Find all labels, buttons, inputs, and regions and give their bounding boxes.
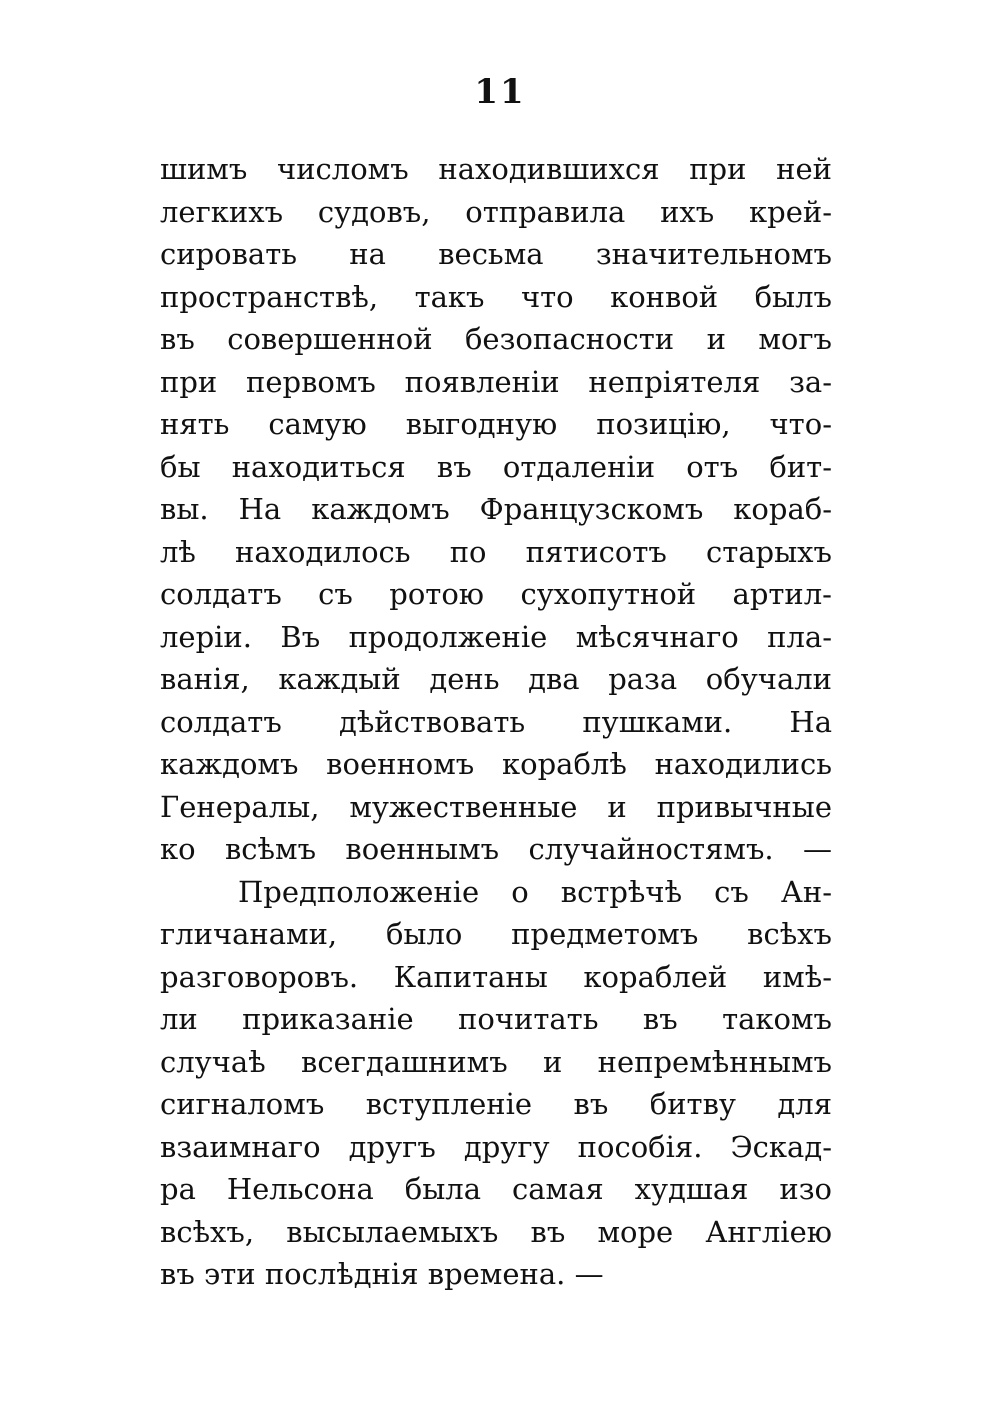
- text-line: въ эти послѣднія времена. —: [160, 1257, 604, 1291]
- text-line: вы. На каждомъ Французскомъ кораб-: [160, 492, 832, 526]
- text-line: пространствѣ, такъ что конвой былъ: [160, 279, 832, 314]
- text-line: гличанами, было предметомъ всѣхъ: [160, 917, 832, 951]
- text-line: ванія, каждый день два раза обучали: [160, 662, 832, 696]
- text-line: случаѣ всегдашнимъ и непремѣннымъ: [160, 1044, 832, 1079]
- text-line: бы находиться въ отдаленіи отъ бит-: [160, 449, 832, 484]
- text-line: шимъ числомъ находившихся при ней: [160, 152, 832, 186]
- text-line: леріи. Въ продолженіе мѣсячнаго пла-: [160, 619, 832, 654]
- text-line: разговоровъ. Капитаны кораблей имѣ-: [160, 959, 832, 994]
- text-line: въ совершенной безопасности и могъ: [160, 322, 832, 356]
- text-line: Предположеніе о встрѣчѣ съ Ан-: [238, 874, 832, 909]
- text-line: всѣхъ, высылаемыхъ въ море Англіею: [160, 1214, 832, 1249]
- text-line: ли приказаніе почитать въ такомъ: [160, 1002, 832, 1036]
- text-line: взаимнаго другъ другу пособія. Эскад-: [160, 1129, 832, 1164]
- text-line: нять самую выгодную позицію, чтo-: [160, 407, 832, 441]
- text-line: каждомъ военномъ кораблѣ находились: [160, 747, 832, 781]
- text-line: Генералы, мужественные и привычные: [160, 789, 832, 824]
- paragraph-1: [160, 148, 832, 871]
- text-line: при первомъ появленіи непріятеля за-: [160, 364, 832, 399]
- text-line: солдатъ дѣйствовать пушками. На: [160, 704, 832, 739]
- paragraph-2: [160, 871, 832, 1296]
- text-line: легкихъ судовъ, отправила ихъ крей-: [160, 194, 832, 229]
- text-line: лѣ находилось по пятисотъ старыхъ: [160, 534, 832, 569]
- page-number: 11: [474, 72, 526, 112]
- text-line: ра Нельсона была самая худшая изо: [160, 1172, 832, 1206]
- body-text: [160, 148, 832, 1296]
- text-line: сигналомъ вступленіе въ битву для: [160, 1087, 832, 1121]
- text-line: сировать на весьма значительномъ: [160, 237, 832, 271]
- text-line: солдатъ съ ротою сухопутной артил-: [160, 577, 832, 611]
- text-line: ко всѣмъ военнымъ случайностямъ. —: [160, 832, 832, 866]
